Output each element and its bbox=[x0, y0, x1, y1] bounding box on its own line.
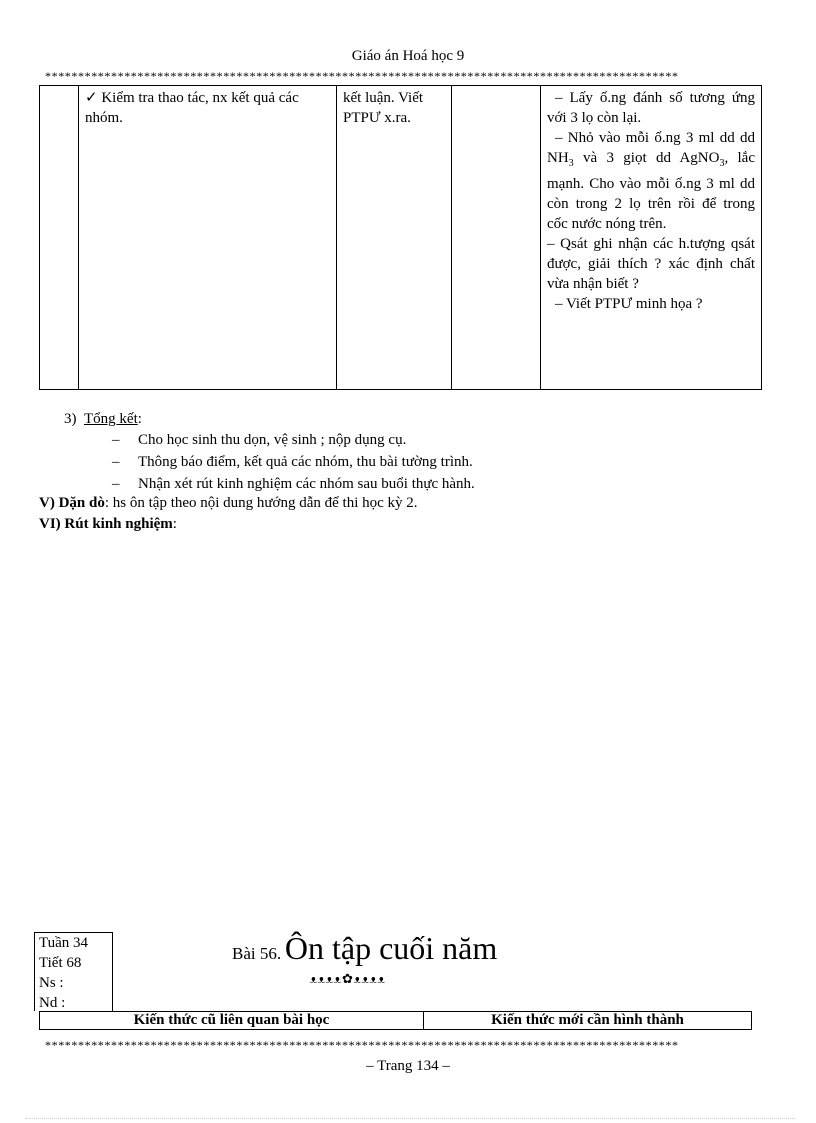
new-knowledge-header: Kiến thức mới cần hình thành bbox=[424, 1012, 752, 1030]
summary-number: 3) bbox=[64, 411, 77, 427]
step2-part-b: và 3 giọt dd AgNO bbox=[573, 150, 720, 166]
activity-table bbox=[39, 85, 762, 390]
summary-item bbox=[112, 454, 473, 471]
period-number: Tiết 68 bbox=[39, 955, 82, 971]
page-bottom-divider bbox=[25, 1118, 795, 1119]
result-text: kết luận. Viết PTPƯ x.ra. bbox=[343, 90, 424, 126]
week-number: Tuần 34 bbox=[39, 935, 89, 951]
table-cell-teacher bbox=[79, 86, 337, 390]
lesson-name: Ôn tập cuối năm bbox=[284, 930, 498, 966]
knowledge-table bbox=[39, 1011, 752, 1030]
lesson-number: Bài 56. bbox=[232, 944, 282, 963]
student-step-2 bbox=[547, 128, 755, 234]
lesson-title bbox=[232, 930, 497, 967]
summary-heading bbox=[64, 411, 142, 428]
dash: – bbox=[112, 432, 120, 448]
header-star-divider: ************************************************************************************************ bbox=[45, 70, 679, 82]
table-cell-empty bbox=[40, 86, 79, 390]
student-step-1: – Lấy ố.ng đánh số tương ứng với 3 lọ còn lại. bbox=[547, 90, 755, 126]
page-number: – Trang 134 – bbox=[366, 1058, 450, 1074]
step2-part-a: – Nhỏ vào mỗi ố.ng 3 ml dd dd NH bbox=[547, 130, 755, 166]
summary-colon: : bbox=[137, 411, 142, 427]
summary-item-text: Cho học sinh thu dọn, vệ sinh ; nộp dụng cụ. bbox=[138, 432, 407, 448]
summary-item-text: Thông báo điểm, kết quả các nhóm, thu bài tường trình. bbox=[138, 454, 473, 470]
homework-label: V) Dặn dò bbox=[39, 495, 105, 511]
step2-sub-1: 3 bbox=[568, 158, 574, 169]
student-step-3: – Qsát ghi nhận các h.tượng qsát được, giải thích ? xác định chất vừa nhận biết ? bbox=[547, 236, 755, 292]
experience-colon: : bbox=[172, 516, 177, 532]
section-homework bbox=[39, 495, 418, 512]
dash: – bbox=[112, 476, 120, 492]
section-experience bbox=[39, 516, 177, 533]
teach-date: Nd : bbox=[39, 995, 66, 1011]
summary-item bbox=[112, 432, 406, 449]
page-header-title: Giáo án Hoá học 9 bbox=[351, 48, 465, 64]
dash: – bbox=[112, 454, 120, 470]
table-cell-empty-2 bbox=[452, 86, 541, 390]
week-info-box bbox=[34, 932, 113, 1011]
summary-item bbox=[112, 476, 475, 493]
summary-item-text: Nhận xét rút kinh nghiệm các nhóm sau buổi thực hành. bbox=[138, 476, 475, 492]
experience-label: VI) Rút kinh nghiệm bbox=[39, 516, 173, 532]
step2-part-c: , lắc mạnh. Cho vào mỗi ố.ng 3 ml dd còn trong 2 lọ trên rồi để trong cốc nước nóng trên. bbox=[547, 150, 755, 232]
table-cell-student bbox=[541, 86, 762, 390]
teacher-activity-text: ✓ Kiểm tra thao tác, nx kết quả các nhóm. bbox=[85, 90, 299, 126]
student-step-4: – Viết PTPƯ minh họa ? bbox=[555, 296, 703, 312]
prepare-date: Ns : bbox=[39, 975, 64, 991]
table-cell-result bbox=[337, 86, 452, 390]
footer-star-divider: ************************************************************************************************ bbox=[45, 1039, 679, 1051]
homework-text: : hs ôn tập theo nội dung hướng dẫn để thi học kỳ 2. bbox=[104, 495, 418, 511]
old-knowledge-header: Kiến thức cũ liên quan bài học bbox=[40, 1012, 424, 1030]
summary-title: Tổng kết bbox=[84, 411, 138, 427]
ornament-divider: ᴥᴥᴥᴥ✿ᴥᴥᴥᴥ bbox=[310, 971, 386, 986]
step2-sub-2: 3 bbox=[719, 158, 725, 169]
